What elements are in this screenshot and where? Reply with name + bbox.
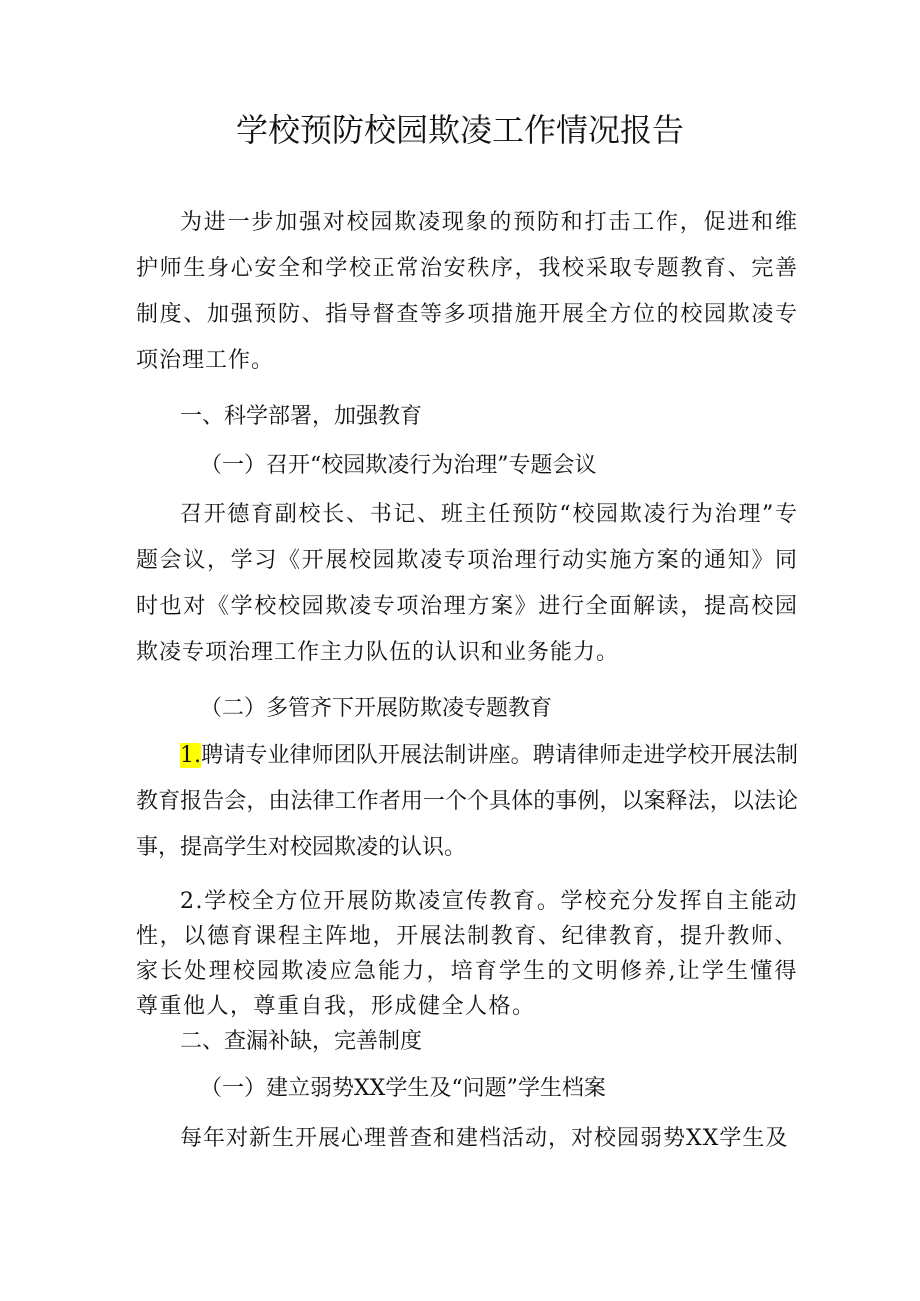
item-1-body: 聘请专业律师团队开展法制讲座。聘请律师走进学校开展法制教育报告会，由法律工作者用一个个具体的事例，以案释法，以法论事，提高学生对校园欺凌的认识。: [136, 743, 798, 860]
document-title: 学校预防校园欺凌工作情况报告: [235, 111, 684, 149]
section-1-sub-1-body: 召开德育副校长、书记、班主任预防“校园欺凌行为治理”专题会议，学习《开展校园欺凌专项治理行动实施方案的通知》同时也对《学校校园欺凌专项治理方案》进行全面解读，提高校园欺凌专项治理工作主力队伍的认识和业务能力。: [136, 502, 798, 665]
section-1-sub-1-heading: （一）召开“校园欺凌行为治理”专题会议: [200, 453, 597, 478]
section-2-sub-1-body: 每年对新生开展心理普查和建档活动，对校园弱势XX学生及: [180, 1126, 789, 1151]
section-1-item-2: 2.学校全方位开展防欺凌宣传教育。学校充分发挥自主能动性，以德育课程主阵地，开展法制教育、纪律教育，提升教师、家长处理校园欺凌应急能力，培育学生的文明修养,让学生懂得尊重他人，尊重自我，形成健全人格。: [136, 889, 798, 1019]
section-1-sub-2-heading: （二）多管齐下开展防欺凌专题教育: [200, 696, 553, 721]
section-2-sub-1-heading: （一）建立弱势XX学生及“问题”学生档案: [200, 1076, 606, 1101]
item-1-number-highlight: 1.: [180, 743, 201, 768]
section-1-heading: 一、科学部署，加强教育: [180, 404, 423, 429]
intro-paragraph: 为进一步加强对校园欺凌现象的预防和打击工作，促进和维护师生身心安全和学校正常治安秩序，我校采取专题教育、完善制度、加强预防、指导督查等多项措施开展全方位的校园欺凌专项治理工作。: [136, 210, 798, 373]
section-2-heading: 二、查漏补缺，完善制度: [180, 1029, 423, 1054]
section-1-item-1: [136, 733, 798, 871]
